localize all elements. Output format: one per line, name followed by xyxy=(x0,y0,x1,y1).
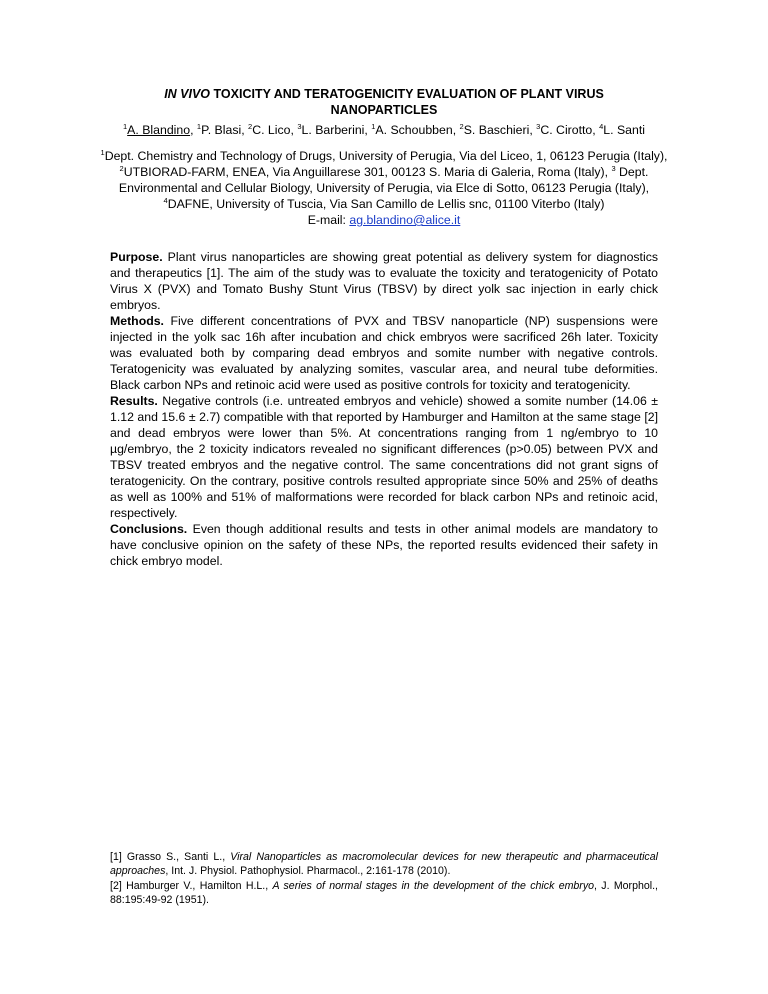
author-sup: 3 xyxy=(536,122,541,131)
author-name: P. Blasi xyxy=(201,123,242,137)
author-sup: 1 xyxy=(371,122,376,131)
section-label: Results. xyxy=(110,394,158,408)
section-label: Purpose. xyxy=(110,250,163,264)
affiliation-line: $^2$UTBIORAD-FARM, ENEA, Via Anguillarese 301, 00123 S. Maria di Galeria, Roma (Italy), $^3$ Dept. xyxy=(119,164,649,179)
results-paragraph: Results. Negative controls (i.e. untreated embryos and vehicle) showed a somite number (14.06 ± 1.12 and 15.6 ± 2.7) compatible with that reported by Hamburger and Hamilton at the same stage [2] and dead embryos were lower than 5%. At concentrations ranging from 1 ng/embryo to 10 µg/embryo, the 2 toxicity indicators revealed no significant differences (p>0.05) between PVX and TBSV treated embryos and the negative control. The same concentrations did not grant signs of teratogenicity. On the contrary, positive controls resulted appropriate since 50% and 25% of deaths as well as 100% and 51% of malformations were recorded for black carbon NPs and retinoic acid, respectively. xyxy=(110,394,658,520)
author-name: S. Baschieri xyxy=(463,123,530,137)
section-label: Conclusions. xyxy=(110,522,188,536)
author-name: A. Schoubben xyxy=(375,123,453,137)
email-label: E-mail: xyxy=(307,213,350,227)
email-link[interactable]: ag.blandino@alice.it xyxy=(349,213,461,227)
affiliation-line: $^4$DAFNE, University of Tuscia, Via San Camillo de Lellis snc, 01100 Viterbo (Italy) xyxy=(163,196,605,211)
purpose-paragraph: Purpose. Plant virus nanoparticles are showing great potential as delivery system for diagnostics and therapeutics [1]. The aim of the study was to evaluate the toxicity and teratogenicity of Potato Virus X (PVX) and Tomato Bushy Stunt Virus (TBSV) by direct yolk sac injection in early chick embryos. xyxy=(110,250,658,312)
author-name: L. Santi xyxy=(603,123,645,137)
paper-title xyxy=(110,86,658,118)
affiliation-line: Environmental and Cellular Biology, University of Perugia, via Elce di Sotto, 06123 Perugia (Italy), xyxy=(118,181,650,195)
conclusions-paragraph: Conclusions. Even though additional results and tests in other animal models are mandatory to have conclusive opinion on the safety of these NPs, the reported results evidenced their safety in chick embryo model. xyxy=(110,522,658,568)
methods-paragraph: Methods. Five different concentrations of PVX and TBSV nanoparticle (NP) suspensions were injected in the yolk sac 16h after incubation and chick embryos were sacrificed 26h later. Toxicity was evaluated both by comparing dead embryos and somite number with negative controls. Teratogenicity was evaluated by analyzing somites, vascular area, and neural tube deformities. Black carbon NPs and retinoic acid were used as positive controls for toxicity and teratogenicity. xyxy=(110,314,658,392)
author-name: L. Barberini xyxy=(301,123,365,137)
title-italic: IN VIVO xyxy=(164,87,211,101)
author-list: $^1$A. Blandino, $^1$P. Blasi, $^2$C. Lico, $^3$L. Barberini, $^1$A. Schoubben, $^2$S. Baschieri, $^3$C. Cirotto, $^4$L. Santi xyxy=(123,122,645,137)
author-name: C. Lico xyxy=(252,123,291,137)
author-sup: 2 xyxy=(248,122,253,131)
affiliations xyxy=(100,148,668,228)
author-sup: 3 xyxy=(297,122,302,131)
author-name: C. Cirotto xyxy=(540,123,593,137)
section-label: Methods. xyxy=(110,314,164,328)
title-text: TOXICITY AND TERATOGENICITY EVALUATION OF PLANT VIRUS NANOPARTICLES xyxy=(210,87,604,117)
reference-item: [2] Hamburger V., Hamilton H.L., A series of normal stages in the development of the chick embryo, J. Morphol., 88:195:49-92 (1951). xyxy=(110,880,658,906)
author-sup: 1 xyxy=(196,122,202,131)
email-line xyxy=(100,212,668,228)
affiliation-line: $^1$Dept. Chemistry and Technology of Drugs, University of Perugia, Via del Liceo, 1, 06123 Perugia (Italy), xyxy=(100,148,668,163)
author-sup: 4 xyxy=(599,122,604,131)
author-sup: 1 xyxy=(123,122,128,131)
author-sup: 2 xyxy=(459,122,464,131)
reference-item: [1] Grasso S., Santi L., Viral Nanoparticles as macromolecular devices for new therapeutic and pharmaceutical approaches, Int. J. Physiol. Pathophysiol. Pharmacol., 2:161-178 (2010). xyxy=(110,851,658,877)
abstract-body xyxy=(110,249,658,569)
references xyxy=(110,850,658,908)
author-name: A. Blandino xyxy=(127,123,191,137)
